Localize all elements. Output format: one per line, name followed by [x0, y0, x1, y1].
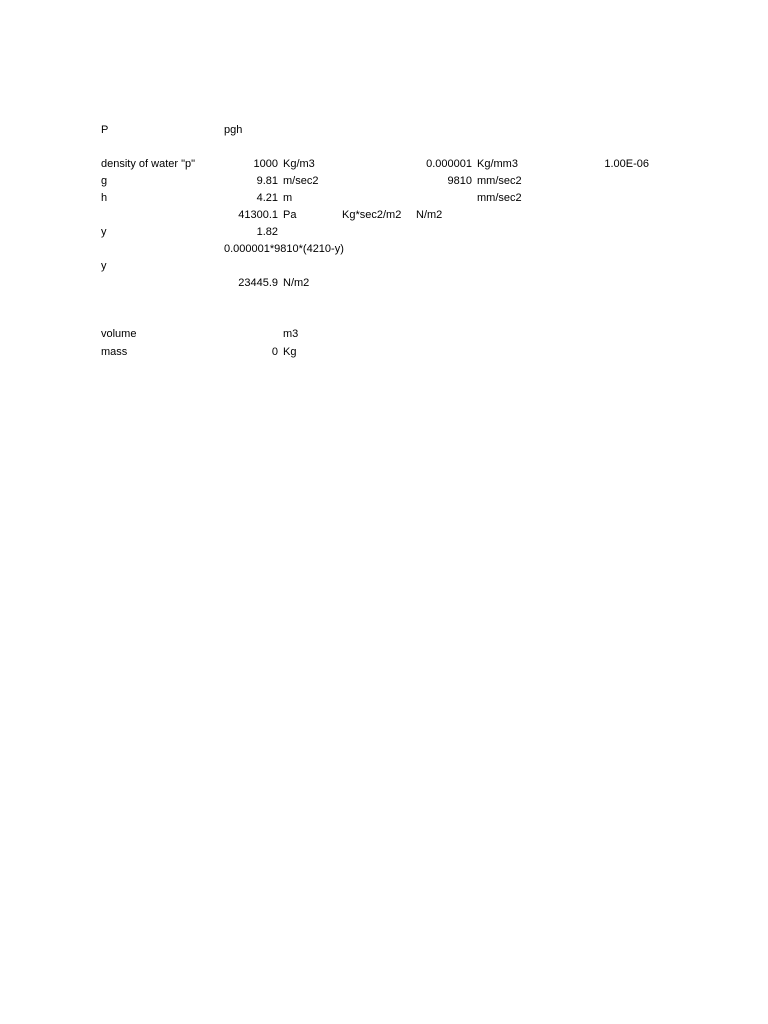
cell-label-h: h — [101, 192, 108, 204]
cell-label-mass: mass — [101, 346, 128, 358]
cell-g-value: 9.81 — [256, 175, 278, 187]
cell-label-y-2: y — [101, 260, 107, 272]
cell-result-value: 23445.9 — [238, 277, 278, 289]
cell-pressure-unit-kg: Kg*sec2/m2 — [342, 209, 402, 221]
cell-density-unit-mm: Kg/mm3 — [477, 158, 518, 170]
cell-g-value-mm: 9810 — [447, 175, 472, 187]
cell-label-p: P — [101, 124, 109, 136]
cell-label-g: g — [101, 175, 108, 187]
cell-pressure-unit-nm2: N/m2 — [416, 209, 443, 221]
cell-y-value: 1.82 — [256, 226, 278, 238]
cell-result-unit: N/m2 — [283, 277, 310, 289]
cell-mass-unit: Kg — [283, 346, 297, 358]
cell-density-value: 1000 — [253, 158, 278, 170]
cell-label-y: y — [101, 226, 107, 238]
cell-mass-value: 0 — [271, 346, 278, 358]
cell-pressure-value: 41300.1 — [238, 209, 278, 221]
cell-density-value-mm: 0.000001 — [426, 158, 472, 170]
cell-label-density: density of water "p" — [101, 158, 196, 170]
cell-pressure-unit-pa: Pa — [283, 209, 297, 221]
cell-formula-pgh: pgh — [224, 124, 243, 136]
cell-h-unit: m — [283, 192, 293, 204]
cell-density-scientific: 1.00E-06 — [604, 158, 649, 170]
cell-g-unit: m/sec2 — [283, 175, 319, 187]
cell-volume-unit: m3 — [283, 328, 299, 340]
cell-label-volume: volume — [101, 328, 137, 340]
cell-h-value: 4.21 — [256, 192, 278, 204]
cell-expression: 0.000001*9810*(4210-y) — [224, 243, 344, 255]
cell-g-unit-mm: mm/sec2 — [477, 175, 522, 187]
cell-h-unit-mm: mm/sec2 — [477, 192, 522, 204]
cell-density-unit: Kg/m3 — [283, 158, 315, 170]
